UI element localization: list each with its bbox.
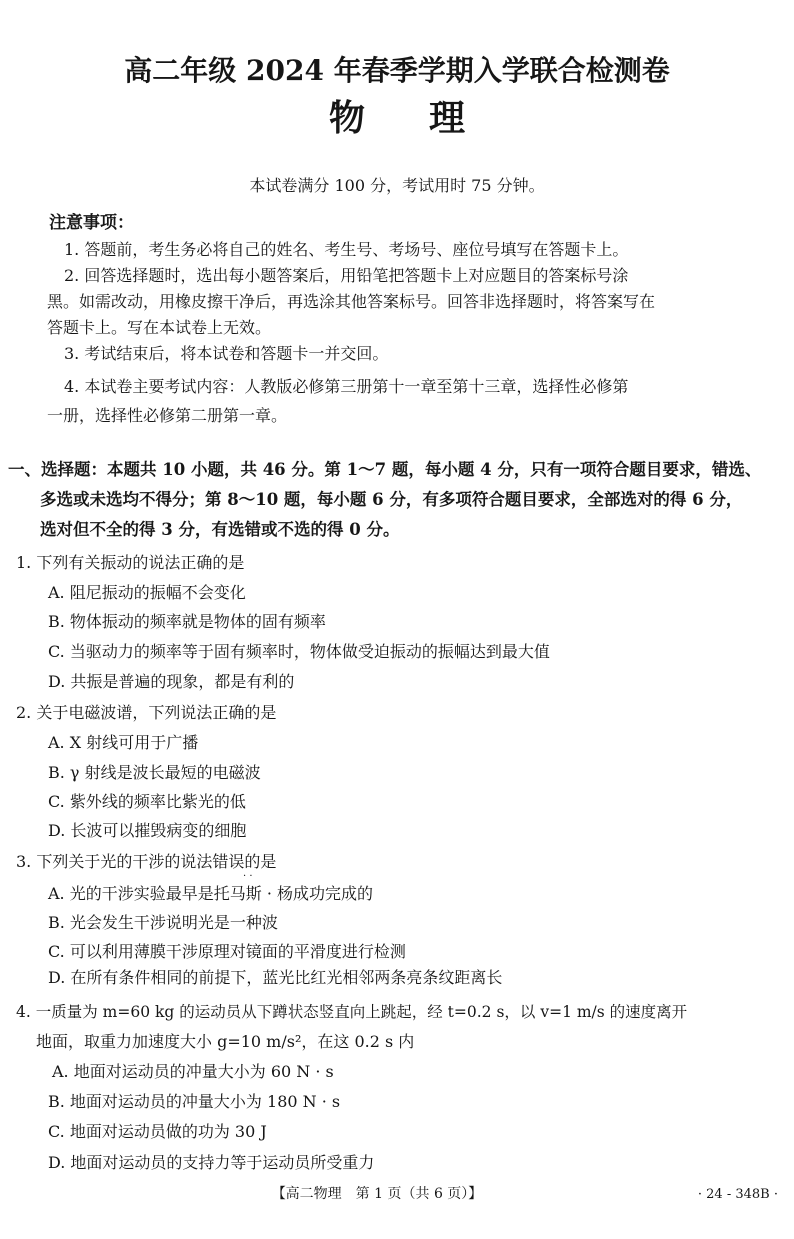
notice-line: 黑。如需改动，用橡皮擦干净后，再选涂其他答案标号。回答非选择题时，将答案写在 xyxy=(47,292,656,311)
question-option: C. 当驱动力的频率等于固有频率时，物体做受迫振动的振幅达到最大值 xyxy=(48,642,550,661)
notice-line: 4. 本试卷主要考试内容：人教版必修第三册第十一章至第十三章，选择性必修第 xyxy=(64,377,629,396)
question-option: C. 紫外线的频率比紫光的低 xyxy=(48,792,246,811)
question-option: A. 阻尼振动的振幅不会变化 xyxy=(48,583,246,602)
notice-line: 2. 回答选择题时，选出每小题答案后，用铅笔把答题卡上对应题目的答案标号涂 xyxy=(64,266,629,285)
exam-note: 本试卷满分 100 分，考试用时 75 分钟。 xyxy=(249,176,545,195)
question-option: B. 地面对运动员的冲量大小为 180 N · s xyxy=(48,1092,341,1111)
exam-title: 高二年级 2024 年春季学期入学联合检测卷 xyxy=(124,54,670,87)
question-option: A. 地面对运动员的冲量大小为 60 N · s xyxy=(52,1062,334,1081)
question-option: A. X 射线可用于广播 xyxy=(48,733,199,752)
notice-line: 一册，选择性必修第二册第一章。 xyxy=(47,406,288,425)
section-heading-line: 多选或未选均不得分；第 8～10 题，每小题 6 分，有多项符合题目要求，全部选对的得 6 分， xyxy=(40,490,743,509)
question-stem: 3. 下列关于光的干涉的说法错误的是 xyxy=(16,852,277,871)
emphasis-dots: · · xyxy=(243,871,253,882)
question-option: C. 地面对运动员做的功为 30 J xyxy=(48,1122,267,1141)
question-option: D. 共振是普遍的现象，都是有利的 xyxy=(48,672,295,691)
page-footer: 【高二物理 第 1 页（共 6 页）】 xyxy=(271,1186,483,1202)
question-option: C. 可以利用薄膜干涉原理对镜面的平滑度进行检测 xyxy=(48,942,406,961)
question-option: B. 光会发生干涉说明光是一种波 xyxy=(48,913,278,932)
notice-line: 3. 考试结束后，将本试卷和答题卡一并交回。 xyxy=(64,344,389,363)
question-stem: 2. 关于电磁波谱，下列说法正确的是 xyxy=(16,703,277,722)
section-heading: 一、选择题：本题共 10 小题，共 46 分。第 1～7 题，每小题 4 分，只有一项符合题目要求，错选、 xyxy=(8,460,762,479)
question-stem: 1. 下列有关振动的说法正确的是 xyxy=(16,553,245,572)
notice-line: 答题卡上。写在本试卷上无效。 xyxy=(47,318,272,337)
question-option: D. 在所有条件相同的前提下，蓝光比红光相邻两条亮条纹距离长 xyxy=(48,968,503,987)
question-stem-line: 地面，取重力加速度大小 g=10 m/s²，在这 0.2 s 内 xyxy=(36,1032,415,1051)
paper-code: · 24 - 348B · xyxy=(697,1187,778,1202)
notice-line: 1. 答题前，考生务必将自己的姓名、考生号、考场号、座位号填写在答题卡上。 xyxy=(64,240,629,259)
question-stem: 4. 一质量为 m=60 kg 的运动员从下蹲状态竖直向上跳起，经 t=0.2 s，以 v=1 m/s 的速度离开 xyxy=(16,1003,688,1021)
subject-title: 物理 xyxy=(328,97,529,139)
section-heading-line: 选对但不全的得 3 分，有选错或不选的得 0 分。 xyxy=(40,520,400,539)
question-option: B. γ 射线是波长最短的电磁波 xyxy=(48,763,261,782)
question-option: A. 光的干涉实验最早是托马斯 · 杨成功完成的 xyxy=(48,884,373,903)
notice-heading: 注意事项： xyxy=(49,213,134,233)
question-option: B. 物体振动的频率就是物体的固有频率 xyxy=(48,612,326,631)
question-option: D. 长波可以摧毁病变的细胞 xyxy=(48,821,247,840)
question-option: D. 地面对运动员的支持力等于运动员所受重力 xyxy=(48,1153,375,1172)
